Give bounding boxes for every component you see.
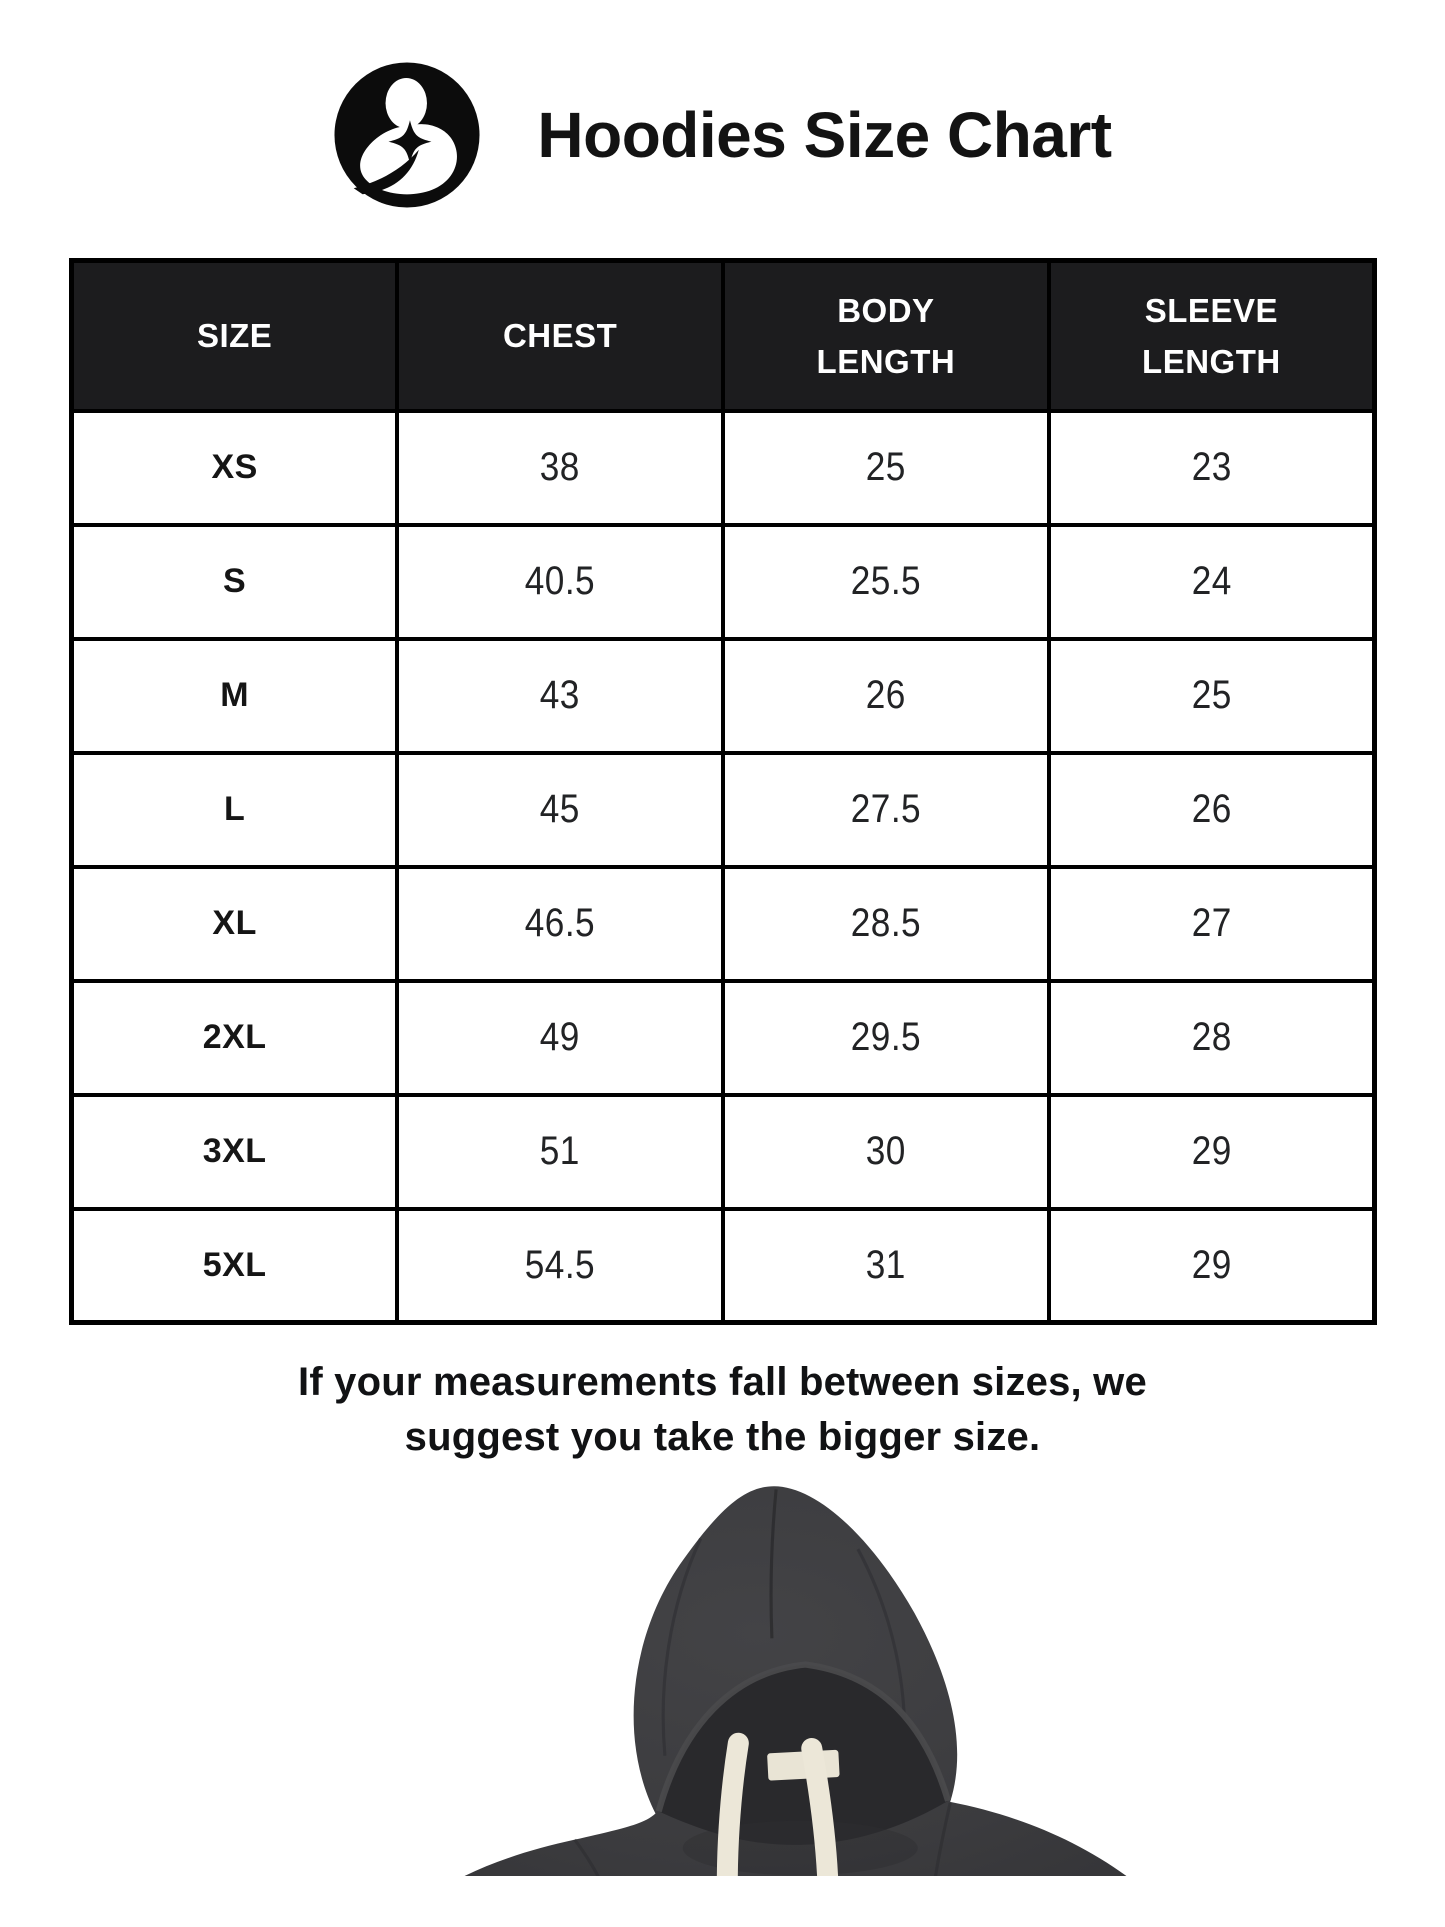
column-header-chest: CHEST [397,261,723,411]
sleeve-length-cell: 29 [1049,1095,1375,1209]
table-row [72,411,1375,525]
chest-cell: 54.5 [397,1209,723,1323]
body-length-cell: 31 [723,1209,1049,1323]
sizing-note: If your measurements fall between sizes, we suggest you take the bigger size. [298,1360,1147,1460]
table-row [72,1209,1375,1323]
column-header-body-length: BODY LENGTH [723,261,1049,411]
hoodie-photo [354,1481,1194,1876]
chest-cell: 38 [397,411,723,525]
size-label-cell: 5XL [72,1209,398,1323]
table-row [72,867,1375,981]
sleeve-length-cell: 29 [1049,1209,1375,1323]
body-length-cell: 30 [723,1095,1049,1209]
brand-logo-icon [333,61,481,209]
size-label-cell: XL [72,867,398,981]
table-row [72,981,1375,1095]
size-label-cell: 3XL [72,1095,398,1209]
size-label-cell: M [72,639,398,753]
size-label-cell: XS [72,411,398,525]
body-length-cell: 27.5 [723,753,1049,867]
chest-cell: 49 [397,981,723,1095]
table-row [72,1095,1375,1209]
body-length-cell: 25 [723,411,1049,525]
page-title: Hoodies Size Chart [537,99,1112,171]
sleeve-length-cell: 26 [1049,753,1375,867]
column-header-size: SIZE [72,261,398,411]
column-header-sleeve-length: SLEEVE LENGTH [1049,261,1375,411]
chest-cell: 45 [397,753,723,867]
size-chart-table [69,258,1377,1325]
table-row [72,525,1375,639]
page-header [0,0,1445,258]
size-label-cell: L [72,753,398,867]
size-label-cell: 2XL [72,981,398,1095]
chest-cell: 46.5 [397,867,723,981]
sleeve-length-cell: 23 [1049,411,1375,525]
chest-cell: 51 [397,1095,723,1209]
size-label-cell: S [72,525,398,639]
body-length-cell: 25.5 [723,525,1049,639]
table-row [72,639,1375,753]
body-length-cell: 28.5 [723,867,1049,981]
sleeve-length-cell: 28 [1049,981,1375,1095]
chest-cell: 40.5 [397,525,723,639]
chest-cell: 43 [397,639,723,753]
body-length-cell: 29.5 [723,981,1049,1095]
body-length-cell: 26 [723,639,1049,753]
table-header-row [72,261,1375,411]
sleeve-length-cell: 27 [1049,867,1375,981]
sleeve-length-cell: 24 [1049,525,1375,639]
sleeve-length-cell: 25 [1049,639,1375,753]
table-row [72,753,1375,867]
